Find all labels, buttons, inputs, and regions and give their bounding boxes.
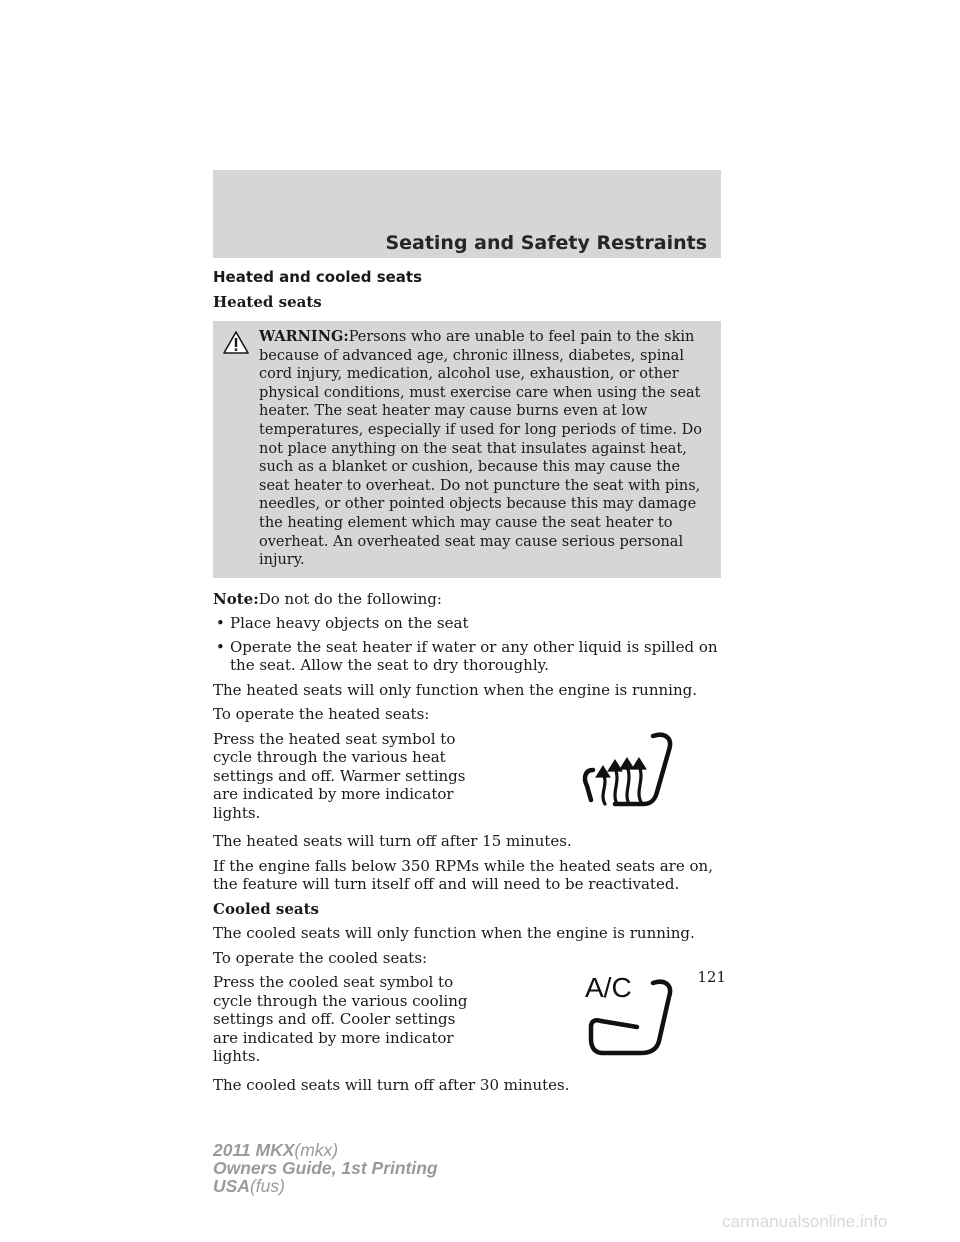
- paragraph: To operate the heated seats:: [213, 705, 430, 724]
- heated-seat-icon: [581, 730, 681, 810]
- paragraph: The cooled seats will only function when the engine is running.: [213, 924, 695, 943]
- paragraph: To operate the cooled seats:: [213, 948, 428, 967]
- page-number: 121: [697, 968, 726, 986]
- footer-market: USA: [213, 1176, 250, 1196]
- note-label: Note:: [213, 589, 259, 608]
- warning-text: Persons who are unable to feel pain to the skin because of advanced age, chronic illness, diabetes, spinal cord injury, medication, alcohol use, exhaustion, or other physical conditions, must exercise care when using the seat heater. The seat heater may cause burns even at low temperatures, especially if used for long periods of time. Do not place anything on the seat that insulates against heat, such as a blanket or cushion, because this may cause the seat heater to overheat. Do not puncture the seat with pins, needles, or other pointed objects because this may damage the heating element which may cause the seat heater to overheat. An overheated seat may cause serious personal injury.: [259, 329, 702, 569]
- list-item: • Operate the seat heater if water or any other liquid is spilled on the seat. Allow the seat to dry thoroughly.: [213, 638, 721, 675]
- watermark: carmanualsonline.info: [722, 1212, 888, 1231]
- paragraph: Press the cooled seat symbol to cycle through the various cooling settings and off. Cooler settings are indicated by more indicator lights.: [213, 973, 468, 1066]
- list-item: • Place heavy objects on the seat: [213, 614, 721, 633]
- warning-label: WARNING:: [259, 328, 349, 345]
- footer-model-code: (mkx): [294, 1140, 339, 1160]
- heated-instruction: [213, 730, 721, 823]
- cooled-seats-heading: Cooled seats: [213, 899, 319, 918]
- footer-guide: Owners Guide, 1st Printing: [213, 1158, 438, 1178]
- paragraph: If the engine falls below 350 RPMs while the heated seats are on, the feature will turn itself off and will need to be reactivated.: [213, 856, 713, 894]
- warning-triangle-icon: [223, 331, 249, 354]
- paragraph: The heated seats will turn off after 15 minutes.: [213, 832, 572, 851]
- footer-printing-info: [213, 1141, 438, 1195]
- paragraph: Press the heated seat symbol to cycle through the various heat settings and off. Warmer settings are indicated by more indicator lights.: [213, 729, 466, 822]
- cooled-seat-icon: [581, 967, 681, 1057]
- page-content: [213, 268, 721, 1100]
- section-title: Seating and Safety Restraints: [385, 232, 707, 254]
- cooled-instruction: [213, 973, 721, 1066]
- cooled-symbol-label: A/C: [585, 972, 632, 1004]
- footer-model: 2011 MKX: [213, 1140, 295, 1160]
- paragraph: The heated seats will only function when the engine is running.: [213, 680, 697, 699]
- warning-box: [213, 321, 721, 578]
- footer-market-code: (fus): [249, 1176, 285, 1196]
- paragraph: The cooled seats will turn off after 30 minutes.: [213, 1075, 570, 1094]
- section-header-band: [213, 170, 721, 258]
- bullet-list: [213, 614, 721, 675]
- note-text: Do not do the following:: [258, 589, 442, 608]
- heated-seats-heading: Heated seats: [213, 292, 322, 311]
- section-heading: Heated and cooled seats: [213, 268, 423, 286]
- note-line: [213, 590, 721, 609]
